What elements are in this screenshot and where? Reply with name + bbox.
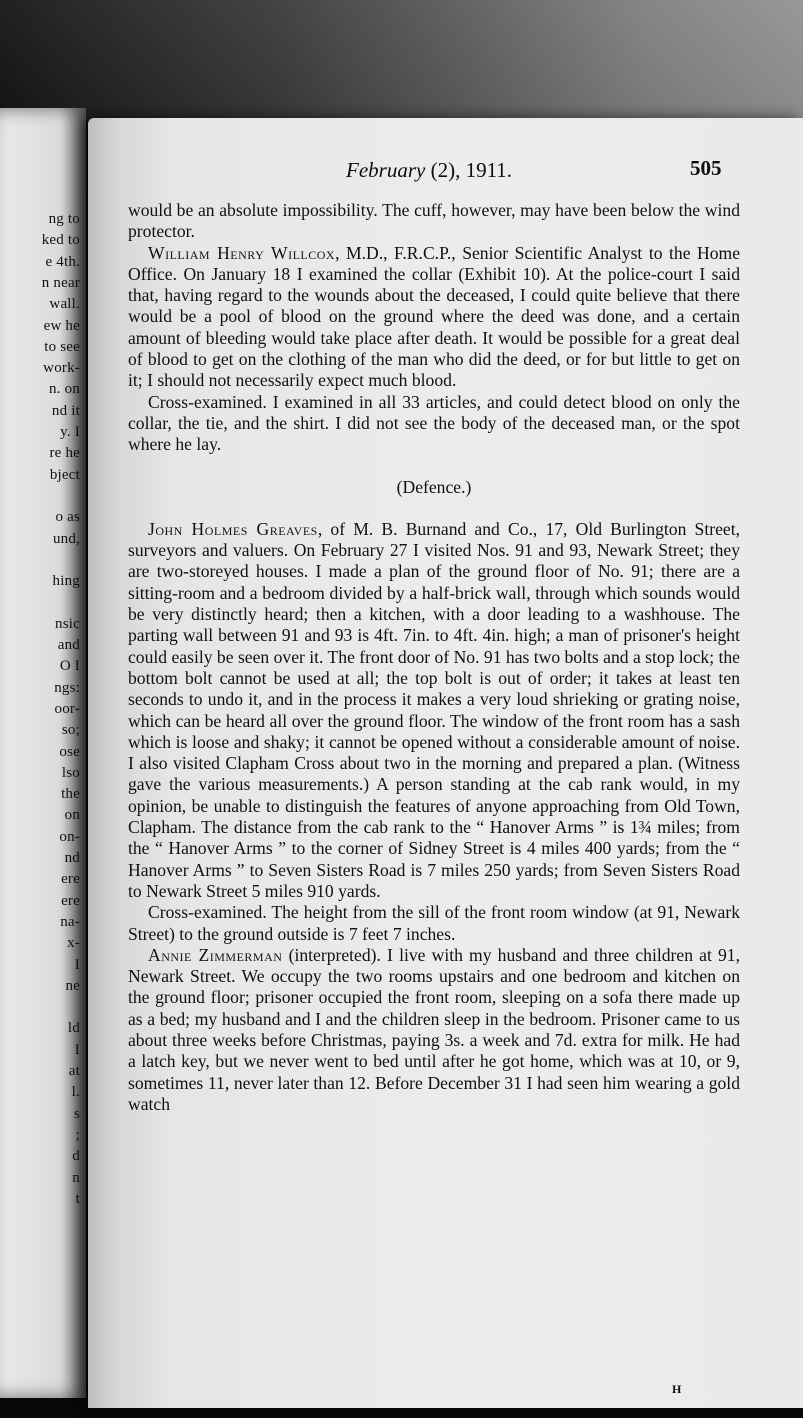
- continued-paragraph: would be an absolute impossibility. The cuff, however, may have been below the wind protector.: [128, 200, 740, 242]
- left-page-text-fragment: nsic: [55, 615, 80, 632]
- scan-top-edge: [0, 0, 803, 120]
- left-page-text-fragment: ked to: [41, 232, 80, 249]
- left-page-text-fragment: n: [72, 1169, 80, 1186]
- left-page-text-fragment: na-: [60, 913, 80, 930]
- witness-paragraph: [128, 945, 740, 1115]
- running-head: [88, 156, 803, 186]
- left-page-text-fragment: the: [61, 786, 80, 803]
- left-page-text-fragment: n near: [41, 274, 80, 291]
- witness-paragraph: [128, 519, 740, 902]
- left-page-text-fragment: nd it: [51, 402, 80, 419]
- left-page-text-fragment: d: [72, 1148, 80, 1165]
- left-page-text-fragment: nd: [64, 850, 80, 866]
- left-page-text-fragment: l.: [71, 1084, 80, 1101]
- left-page-text-fragment: at: [68, 1063, 80, 1079]
- cross-examination-paragraph: Cross-examined. I examined in all 33 articles, and could detect blood on only the collar, the tie, and the shirt. I did not see the body of the deceased man, or the spot where he lay.: [128, 391, 740, 455]
- left-page-fragment: [0, 108, 86, 1398]
- left-page-text-fragment: so;: [61, 722, 80, 739]
- left-page-text-fragment: lso: [61, 764, 80, 781]
- left-page-text-fragment: ld: [67, 1020, 80, 1037]
- left-page-text-fragment: I: [74, 956, 80, 973]
- left-page-text-fragment: ew he: [43, 317, 80, 334]
- left-page-text-fragment: on-: [59, 828, 80, 845]
- witness-name: Annie Zimmerman: [148, 944, 283, 965]
- page-body: [128, 200, 740, 1115]
- left-page-text-fragment: on: [64, 807, 80, 824]
- left-page-text-fragment: re he: [49, 445, 80, 462]
- left-page-text-fragment: O I: [59, 658, 80, 675]
- left-page-text-fragment: work-: [43, 360, 80, 377]
- left-page-text-fragment: ;: [75, 1126, 80, 1143]
- witness-testimony: , of M. B. Burnand and Co., 17, Old Burlington Street, surveyors and valuers. On February 27 I visited Nos. 91 and 93, Newark Street; they are two-storeyed houses. I made a plan of the ground floor of No. 91; there are a sitting-room and a bedroom divided by a half-brick wall, through which sounds would be very distinctly heard; then a kitchen, with a door leading to a washhouse. The parting wall between 91 and 93 is 4ft. 7in. to 4ft. 4in. high; a man of prisoner's height could easily be seen over it. The front door of No. 91 has two bolts and a stop lock; the bottom bolt cannot be used at all; the top bolt is out of order; it takes at least ten seconds to undo it, and in the process it makes a very loud shrieking or grating noise, which can be heard all over the ground floor. The window of the front room has a sash which is loose and shaky; it cannot be opened without a considerable amount of noise. I also visited Clapham Cross about two in the morning and prepared a plan. (Witness gave the various measurements.) A person standing at the cab rank would, in my opinion, be unable to distinguish the features of anyone approaching from Old Town, Clapham. The distance from the cab rank to the “ Hanover Arms ” is 1¾ miles; from the “ Hanover Arms ” to the corner of Sidney Street is 4 miles 400 yards; from the “ Hanover Arms ” to Seven Sisters Road is 7 miles 250 yards; from Seven Sisters Road to Newark Street 5 miles 910 yards.: [128, 518, 740, 901]
- left-page-text-fragment: x-: [67, 935, 80, 952]
- left-page-text-fragment: ose: [59, 743, 80, 760]
- left-page-text-fragment: y. I: [60, 424, 80, 440]
- left-page-text-fragment: und,: [52, 530, 80, 547]
- left-page-text-fragment: e 4th.: [45, 253, 80, 270]
- left-page-text-fragment: o as: [55, 509, 80, 526]
- left-page-text-fragment: ere: [61, 871, 80, 888]
- signature-mark: H: [672, 1382, 682, 1396]
- witness-testimony: , M.D., F.R.C.P., Senior Scientific Analyst to the Home Office. On January 18 I examined the collar (Exhibit 10). At the police-court I said that, having regard to the wounds about the deceased, I could quite believe that there would be a pool of blood on the ground where the deed was done, and a certain amount of bleeding would take place after death. It would be possible for a great deal of blood to get on the clothing of the man who did the deed, or for but little to get on it; I should not necessarily expect much blood.: [128, 242, 740, 391]
- witness-name: William Henry Willcox: [148, 242, 336, 263]
- left-page-text-fragment: I: [74, 1041, 80, 1058]
- left-page-text-fragment: oor-: [54, 700, 80, 717]
- left-page-text-fragment: bject: [49, 466, 80, 483]
- left-page-text-fragment: s: [73, 1105, 80, 1122]
- left-page-text-fragment: ere: [61, 892, 80, 909]
- witness-paragraph: [128, 243, 740, 392]
- left-page-text-fragment: n. on: [49, 381, 80, 398]
- left-page-text-fragment: ngs:: [54, 679, 80, 696]
- left-page-text-fragment: and: [57, 637, 80, 653]
- running-head-title: February (2), 1911.: [346, 158, 513, 182]
- left-page-text-fragment: wall.: [49, 296, 80, 313]
- left-page-text-fragment: t: [75, 1190, 80, 1207]
- left-page-text-fragment: to see: [44, 338, 80, 355]
- witness-testimony: (interpreted). I live with my husband and three children at 91, Newark Street. We occupy the two rooms upstairs and one bedroom and kitchen on the ground floor; prisoner occupied the front room, sleeping on a sofa there made up as a bed; my husband and I and the children sleep in the bedroom. Prisoner came to us about three weeks before Christmas, paying 3s. a week and 7d. extra for milk. He had a latch key, but we never went to bed until after he got home, which was at 10, or 9, sometimes 11, never later than 12. Before December 31 I had seen him wearing a gold watch: [128, 944, 740, 1114]
- witness-name: John Holmes Greaves: [148, 518, 318, 539]
- cross-examination-paragraph: Cross-examined. The height from the sill of the front room window (at 91, Newark Street) to the ground outside is 7 feet 7 inches.: [128, 902, 740, 944]
- page-number: 505: [690, 156, 722, 180]
- left-page-text-fragment: ne: [65, 977, 80, 994]
- section-heading: (Defence.): [396, 476, 472, 497]
- left-page-text-fragment: hing: [52, 573, 80, 590]
- left-page-text-fragment: ng to: [48, 211, 80, 227]
